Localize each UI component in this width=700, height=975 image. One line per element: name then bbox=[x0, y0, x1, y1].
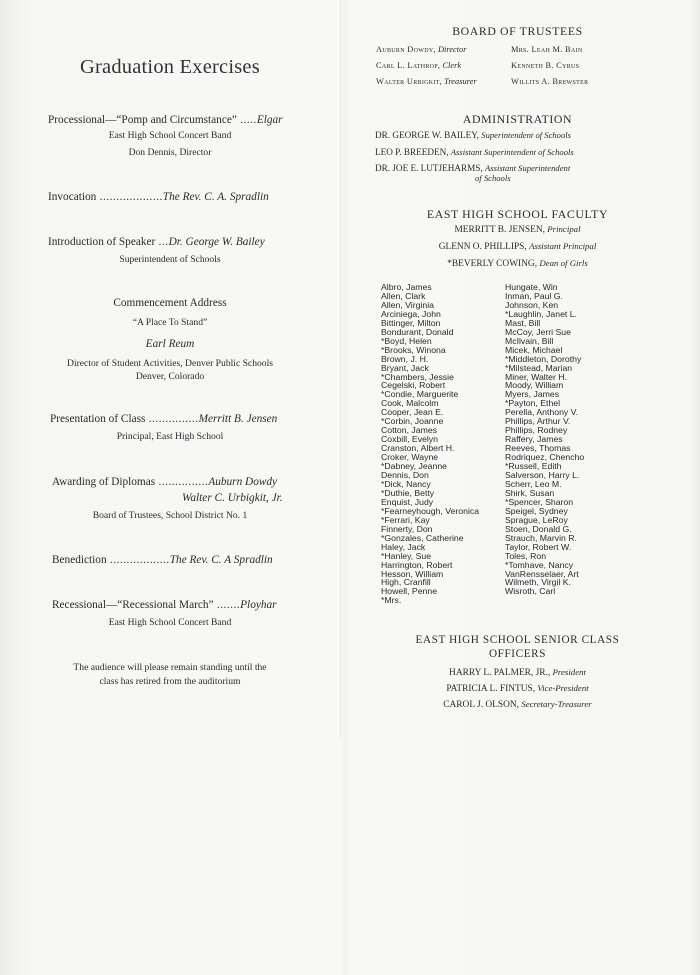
officer-secretary-treasurer bbox=[345, 699, 690, 710]
faculty-member: Albro, James bbox=[381, 282, 432, 292]
faculty-member: Toles, Ron bbox=[505, 550, 547, 561]
presentation-label: Presentation of Class bbox=[50, 413, 146, 425]
faculty-dean bbox=[345, 258, 690, 269]
faculty-member: *Brooks, Winona bbox=[381, 344, 446, 355]
faculty-member: Cook, Malcolm bbox=[381, 398, 439, 409]
presentation-subtitle: Principal, East High School bbox=[116, 431, 224, 442]
trustee-name: Walter Urbigkit, bbox=[376, 77, 443, 86]
faculty-member: *Chambers, Jessie bbox=[381, 371, 454, 382]
trustee-row-1-left bbox=[376, 45, 466, 54]
officer-role: Secretary-Treasurer bbox=[521, 699, 592, 709]
faculty-member: Cotton, James bbox=[381, 425, 438, 436]
leader-dots: ....... bbox=[213, 599, 241, 611]
officer-name: HARRY L. PALMER, JR., bbox=[449, 668, 551, 678]
faculty-member: Hesson, William bbox=[381, 568, 444, 579]
faculty-member: Bryant, Jack bbox=[381, 362, 429, 373]
admin-row-2 bbox=[375, 147, 574, 157]
invocation-name: The Rev. C. A. Spradlin bbox=[162, 191, 269, 203]
invocation-line bbox=[48, 191, 269, 203]
faculty-member: Shirk, Susan bbox=[505, 487, 555, 498]
faculty-member: *Payton, Ethel bbox=[505, 398, 561, 409]
faculty-member: Miner, Walter H. bbox=[505, 371, 567, 382]
admin-role: Assistant Superintendent of Schools bbox=[450, 147, 574, 157]
officer-role: President bbox=[552, 667, 586, 677]
faculty-member: High, Cranfill bbox=[381, 577, 431, 588]
trustee-row-2-right: Kenneth B. Cyrus bbox=[511, 61, 580, 70]
faculty-member: VanRensselaer, Art bbox=[505, 568, 579, 579]
faculty-member: Taylor, Robert W. bbox=[505, 541, 572, 552]
principal-role: Principal bbox=[547, 224, 581, 234]
admin-row-3 bbox=[375, 163, 570, 173]
faculty-member: Perella, Anthony V. bbox=[505, 407, 579, 418]
assistant-principal-role: Assistant Principal bbox=[529, 241, 597, 251]
admin-name: DR. GEORGE W. BAILEY, bbox=[375, 130, 479, 140]
audience-note-line-1: The audience will please remain standing until the bbox=[73, 662, 267, 673]
introduction-name: Dr. George W. Bailey bbox=[168, 236, 265, 248]
faculty-member: McIlvain, Bill bbox=[505, 335, 554, 346]
faculty-member: Rodriquez, Chencho bbox=[505, 452, 585, 463]
faculty-member: Raffery, James bbox=[505, 434, 563, 445]
faculty-member: *Laughlin, Janet L. bbox=[505, 308, 577, 319]
diplomas-name-1: Auburn Dowdy bbox=[208, 476, 278, 488]
faculty-member: Bittinger, Milton bbox=[381, 317, 441, 328]
faculty-heading: EAST HIGH SCHOOL FACULTY bbox=[426, 207, 609, 221]
commencement-speaker-title: Director of Student Activities, Denver Public Schools bbox=[67, 358, 273, 369]
faculty-member: *Milstead, Marian bbox=[505, 362, 573, 373]
audience-note-line-2: class has retired from the auditorium bbox=[99, 676, 241, 687]
faculty-member: *Spencer, Sharon bbox=[505, 496, 574, 507]
page-title: Graduation Exercises bbox=[80, 56, 260, 78]
faculty-member: Johnson, Ken bbox=[505, 299, 559, 310]
faculty-member: Dennis, Don bbox=[381, 470, 429, 481]
diplomas-subtitle: Board of Trustees, School District No. 1 bbox=[92, 510, 248, 521]
trustee-row-3-right: Willits A. Brewster bbox=[511, 77, 589, 86]
presentation-name: Merritt B. Jensen bbox=[198, 413, 278, 425]
program-panel bbox=[0, 0, 340, 720]
faculty-member: *Fearneyhough, Veronica bbox=[381, 505, 480, 516]
faculty-member: Cegelski, Robert bbox=[381, 380, 446, 391]
faculty-member: *Russell, Edith bbox=[505, 461, 562, 472]
faculty-member: Mast, Bill bbox=[505, 317, 541, 328]
officer-name: CAROL J. OLSON, bbox=[443, 700, 519, 710]
trustee-row-1-right: Mrs. Leah M. Bain bbox=[511, 45, 583, 54]
trustee-name: Auburn Dowdy, bbox=[376, 45, 436, 54]
faculty-member: Croker, Wayne bbox=[381, 452, 439, 463]
faculty-member: Salverson, Harry L. bbox=[505, 470, 580, 481]
trustee-row-2-left bbox=[376, 61, 461, 70]
recessional-label: Recessional—“Recessional March” bbox=[52, 599, 214, 611]
officers-heading-line-2: OFFICERS bbox=[488, 648, 547, 660]
roster-panel bbox=[345, 0, 690, 740]
faculty-member: Sprague, LeRoy bbox=[505, 514, 568, 525]
trustee-row-3-left bbox=[376, 77, 477, 86]
center-fold bbox=[340, 0, 341, 740]
faculty-member: Strauch, Marvin R. bbox=[505, 532, 577, 543]
faculty-member: Bondurant, Donald bbox=[381, 326, 454, 337]
faculty-member: *Boyd, Helen bbox=[381, 335, 432, 346]
introduction-line bbox=[48, 236, 265, 248]
commencement-subtitle: “A Place To Stand” bbox=[132, 317, 208, 328]
faculty-member: Scherr, Leo M. bbox=[505, 478, 562, 489]
faculty-member: Wilmeth, Virgil K. bbox=[505, 577, 571, 588]
leader-dots: ............... bbox=[155, 476, 209, 488]
faculty-member: Coxbill, Evelyn bbox=[381, 434, 438, 445]
admin-name: LEO P. BREEDEN, bbox=[375, 147, 449, 157]
benediction-label: Benediction bbox=[52, 554, 107, 566]
faculty-member: Reeves, Thomas bbox=[505, 443, 571, 454]
faculty-member: *Hanley, Sue bbox=[381, 550, 432, 561]
faculty-member: Phillips, Rodney bbox=[505, 425, 568, 436]
diplomas-label: Awarding of Diplomas bbox=[52, 476, 156, 488]
faculty-member: *Gonzales, Catherine bbox=[381, 532, 464, 543]
faculty-member: *Mrs. bbox=[381, 595, 402, 606]
trustee-role: Treasurer bbox=[444, 77, 477, 86]
faculty-member: *Duthie, Betty bbox=[381, 487, 435, 498]
principal-name: MERRITT B. JENSEN, bbox=[454, 225, 545, 235]
faculty-member: Brown, J. H. bbox=[381, 353, 429, 364]
benediction-name: The Rev. C. A Spradlin bbox=[169, 554, 273, 566]
faculty-member: Micek, Michael bbox=[505, 344, 563, 355]
faculty-member: Phillips, Arthur V. bbox=[505, 416, 571, 427]
faculty-member: Allen, Virginia bbox=[381, 299, 434, 310]
faculty-member: Cranston, Albert H. bbox=[381, 443, 455, 454]
trustee-role: Clerk bbox=[442, 61, 462, 70]
dean-role: Dean of Girls bbox=[539, 258, 588, 268]
recessional-line bbox=[52, 599, 277, 611]
officer-vice-president bbox=[345, 683, 690, 694]
faculty-member: *Dabney, Jeanne bbox=[381, 461, 448, 472]
officer-name: PATRICIA L. FINTUS, bbox=[446, 684, 536, 694]
faculty-assistant-principal bbox=[345, 241, 690, 252]
faculty-member: Inman, Paul G. bbox=[505, 290, 563, 301]
introduction-subtitle: Superintendent of Schools bbox=[119, 254, 221, 265]
faculty-member: Enquist, Judy bbox=[381, 496, 434, 507]
processional-band: East High School Concert Band bbox=[108, 130, 232, 141]
faculty-member: McCoy, Jerri Sue bbox=[505, 326, 571, 337]
assistant-principal-name: GLENN O. PHILLIPS, bbox=[438, 242, 527, 252]
admin-role: Assistant Superintendent bbox=[485, 163, 571, 173]
faculty-member: Moody, William bbox=[505, 380, 564, 391]
processional-label: Processional—“Pomp and Circumstance” bbox=[48, 114, 237, 126]
faculty-member: *Middleton, Dorothy bbox=[505, 353, 582, 364]
faculty-member: Harrington, Robert bbox=[381, 559, 453, 570]
commencement-speaker: Earl Reum bbox=[145, 338, 195, 350]
introduction-label: Introduction of Speaker bbox=[48, 236, 156, 248]
leader-dots: .................. bbox=[106, 554, 170, 566]
faculty-column-1 bbox=[381, 283, 479, 605]
faculty-member: Arciniega, John bbox=[381, 308, 441, 319]
faculty-member: Haley, Jack bbox=[381, 541, 426, 552]
trustee-role: Director bbox=[437, 45, 467, 54]
admin-name: DR. JOE E. LUTJEHARMS, bbox=[375, 163, 483, 173]
faculty-principal bbox=[345, 224, 690, 235]
benediction-line bbox=[52, 554, 273, 566]
officer-role: Vice-President bbox=[537, 683, 589, 693]
processional-composer: Elgar bbox=[256, 114, 283, 126]
faculty-member: *Dick, Nancy bbox=[381, 478, 431, 489]
leader-dots: ................... bbox=[96, 191, 163, 203]
commencement-heading: Commencement Address bbox=[113, 297, 227, 309]
officers-heading-line-1: EAST HIGH SCHOOL SENIOR CLASS bbox=[415, 634, 620, 646]
faculty-member: *Condie, Marguerite bbox=[381, 389, 459, 400]
faculty-member: Hungate, Win bbox=[505, 282, 558, 292]
processional-line bbox=[48, 114, 283, 126]
admin-role: Superintendent of Schools bbox=[481, 130, 572, 140]
recessional-composer: Ployhar bbox=[240, 599, 277, 611]
faculty-member: *Tomhave, Nancy bbox=[505, 559, 574, 570]
faculty-member: Wisroth, Carl bbox=[505, 586, 556, 597]
faculty-member: *Corbin, Joanne bbox=[381, 416, 444, 427]
faculty-member: *Ferrari, Kay bbox=[381, 514, 430, 525]
faculty-member: Stoen, Donald G. bbox=[505, 523, 572, 534]
recessional-band: East High School Concert Band bbox=[108, 617, 232, 628]
leader-dots: ..... bbox=[236, 114, 257, 126]
faculty-member: Speigel, Sydney bbox=[505, 505, 568, 516]
faculty-member: Cooper, Jean E. bbox=[381, 407, 444, 418]
leader-dots: ... bbox=[155, 236, 169, 248]
admin-row-1 bbox=[375, 130, 571, 140]
trustees-heading: BOARD OF TRUSTEES bbox=[452, 24, 583, 38]
administration-heading: ADMINISTRATION bbox=[462, 112, 573, 126]
officer-president bbox=[345, 667, 690, 678]
faculty-member: Finnerty, Don bbox=[381, 523, 433, 534]
leader-dots: ............... bbox=[145, 413, 199, 425]
faculty-member: Allen, Clark bbox=[381, 290, 426, 301]
faculty-member: Howell, Penne bbox=[381, 586, 438, 597]
faculty-column-2 bbox=[505, 283, 584, 596]
diplomas-line bbox=[52, 476, 277, 488]
presentation-line bbox=[50, 413, 277, 425]
admin-row-3-continued: of Schools bbox=[475, 173, 511, 183]
faculty-member: Myers, James bbox=[505, 389, 560, 400]
trustee-name: Carl L. Lathrop, bbox=[376, 61, 441, 70]
processional-director: Don Dennis, Director bbox=[128, 147, 212, 158]
dean-name: *BEVERLY COWING, bbox=[447, 259, 538, 269]
commencement-speaker-location: Denver, Colorado bbox=[135, 371, 205, 382]
invocation-label: Invocation bbox=[48, 191, 97, 203]
diplomas-name-2: Walter C. Urbigkit, Jr. bbox=[182, 492, 283, 504]
